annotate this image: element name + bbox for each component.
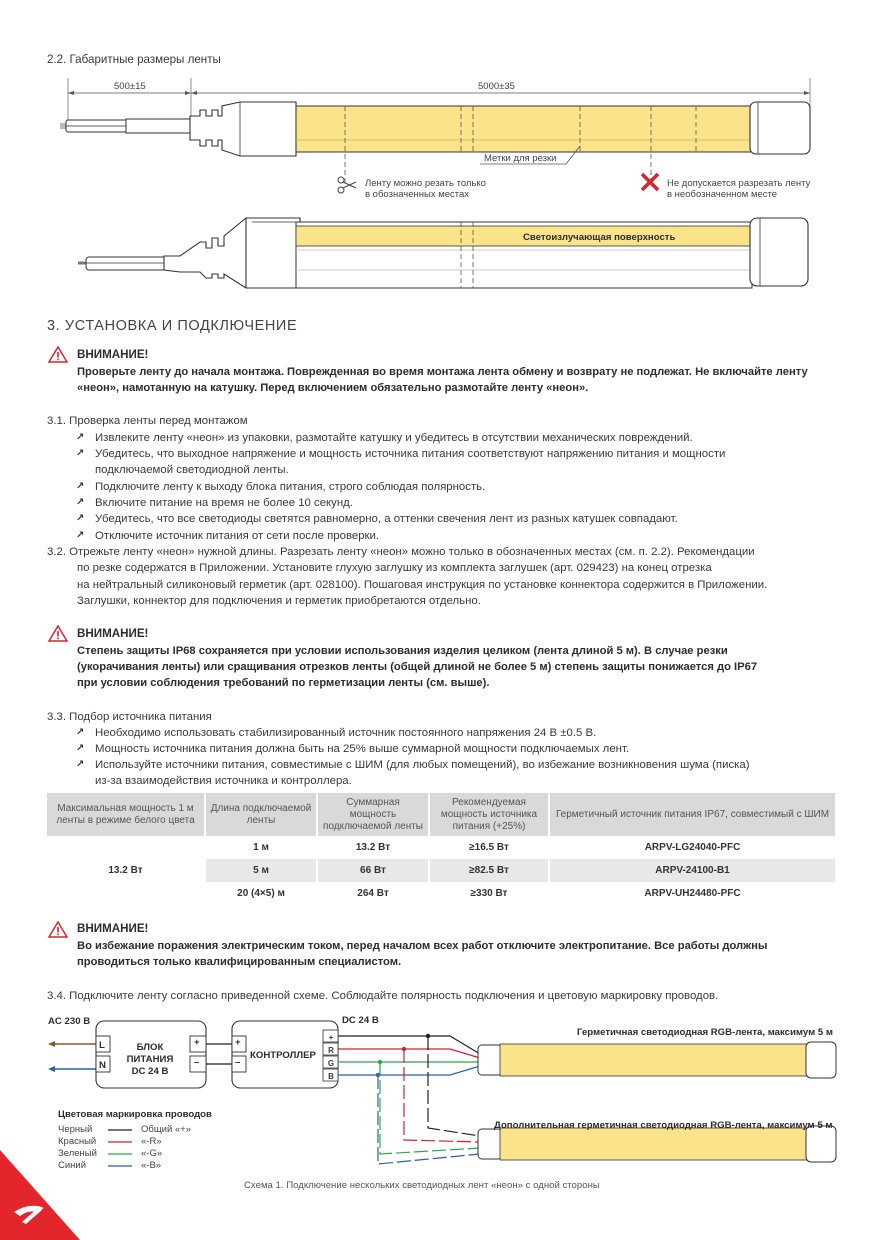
table-header: Максимальная мощность 1 м ленты в режиме белого цвета xyxy=(47,793,205,836)
table-cell: ARPV-LG24040-PFC xyxy=(549,836,836,859)
strip-2-label: Дополнительная герметичная светодиодная RGB-лента, максимум 5 м xyxy=(494,1120,833,1131)
warning-3-title: ВНИМАНИЕ! xyxy=(77,922,149,935)
section-2-2-title: 2.2. Габаритные размеры ленты xyxy=(47,53,221,66)
controller-pins: + R G B xyxy=(327,1033,335,1081)
legend-value-red: «-R» xyxy=(141,1136,162,1147)
ctrl-minus: – xyxy=(235,1057,241,1068)
section-3-2-line: Заглушки, коннектор для подключения и герметик приобретаются отдельно. xyxy=(77,595,481,607)
psu-N: N xyxy=(99,1060,106,1071)
power-supply-table xyxy=(47,793,837,905)
controller-label: КОНТРОЛЛЕР xyxy=(250,1050,316,1061)
warning-2-title: ВНИМАНИЕ! xyxy=(77,627,149,640)
table-header: Герметичный источник питания IP67, совместимый с ШИМ xyxy=(549,793,836,836)
list-item: ↗ Отключите источник питания от сети после проверки. xyxy=(76,530,380,542)
legend-item-green: Зеленый xyxy=(58,1148,97,1159)
table-header: Длина подключаемой ленты xyxy=(205,793,317,836)
section-3-title: 3. УСТАНОВКА И ПОДКЛЮЧЕНИЕ xyxy=(47,318,298,334)
table-cell: 66 Вт xyxy=(317,859,429,882)
scissors-icon xyxy=(338,177,356,193)
emitting-surface-label: Светоизлучающая поверхность xyxy=(523,232,676,243)
table-header: Рекомендуемая мощность источника питания (+25%) xyxy=(429,793,549,836)
list-item: ↗ Убедитесь, что выходное напряжение и мощность источника питания соответствуют напряжению питания и мощности xyxy=(76,448,726,460)
section-3-3-title: 3.3. Подбор источника питания xyxy=(47,711,212,723)
table-cell: ≥330 Вт xyxy=(429,882,549,905)
table-cell: 13.2 Вт xyxy=(317,836,429,859)
section-3-2-line: по резке содержатся в Приложении. Установите глухую заглушку из комплекта заглушек (арт. 029423) на конец отрезка xyxy=(77,562,712,574)
list-item: ↗ Используйте источники питания, совместимые с ШИМ (для любых помещений), во избежание возникновения шума (писка) xyxy=(76,759,750,771)
table-cell: 1 м xyxy=(205,836,317,859)
cut-marks-label: Метки для резки xyxy=(484,153,557,164)
legend-value-green: «-G» xyxy=(141,1148,163,1159)
section-3-1-title: 3.1. Проверка ленты перед монтажом xyxy=(47,415,248,427)
table-cell: ARPV-UH24480-PFC xyxy=(549,882,836,905)
dc-label: DC 24 В xyxy=(342,1015,379,1026)
legend-value-blue: «-B» xyxy=(141,1160,162,1171)
dimension-long: 5000±35 xyxy=(478,81,515,92)
dimension-short: 500±15 xyxy=(114,81,146,92)
section-3-2-line: 3.2. Отрежьте ленту «неон» нужной длины. Разрезать ленту «неон» можно только в обозначенных местах (см. п. 2.2). Рекомендации xyxy=(47,546,755,558)
table-row xyxy=(47,836,836,859)
warning-1-title: ВНИМАНИЕ! xyxy=(77,348,149,361)
list-item: ↗ Извлеките ленту «неон» из упаковки, размотайте катушку и убедитесь в отсутствии механических повреждений. xyxy=(76,432,693,444)
list-item-continuation: из-за взаимодействия источника и контроллера. xyxy=(95,775,352,787)
section-3-4-text: 3.4. Подключите ленту согласно приведенной схеме. Соблюдайте полярность подключения и цветовую маркировку проводов. xyxy=(47,990,719,1002)
list-item: ↗ Необходимо использовать стабилизированный источник постоянного напряжения 24 В ±0.5 В. xyxy=(76,727,597,739)
strip-1-label: Герметичная светодиодная RGB-лента, максимум 5 м xyxy=(577,1027,833,1038)
table-cell: 264 Вт xyxy=(317,882,429,905)
table-cell: ≥16.5 Вт xyxy=(429,836,549,859)
cut-forbidden-note: Не допускается разрезать ленту в необозначенном месте xyxy=(667,178,811,200)
brand-logo-icon xyxy=(0,1150,80,1240)
table-cell: 5 м xyxy=(205,859,317,882)
cut-allowed-note: Ленту можно резать только в обозначенных местах xyxy=(365,178,486,200)
ctrl-plus: + xyxy=(235,1037,241,1048)
psu-L: L xyxy=(99,1040,105,1051)
table-cell: 20 (4×5) м xyxy=(205,882,317,905)
list-item-continuation: подключаемой светодиодной ленты. xyxy=(95,464,289,476)
list-item: ↗ Включите питание на время не более 10 секунд. xyxy=(76,497,353,509)
section-3-2-line: на нейтральный силиконовый герметик (арт. 028100). Пошаговая инструкция по установке коннектора содержится в Приложении. xyxy=(77,579,768,591)
table-cell: ARPV-24100-B1 xyxy=(549,859,836,882)
warning-2-text: Степень защиты IP68 сохраняется при условии использования изделия целиком (лента длиной 5 м). В случае резки (укорачивания ленты) или сращивания отрезков ленты (общей длиной не более 5 м) степень защиты понижается до IP67 при условии соблюдения требований по герметизации ленты (см. выше). xyxy=(77,645,758,689)
psu-minus: – xyxy=(194,1057,200,1068)
table-cell: ≥82.5 Вт xyxy=(429,859,549,882)
ac-label: AC 230 В xyxy=(48,1016,91,1027)
scheme-caption: Схема 1. Подключение нескольких светодиодных лент «неон» с одной стороны xyxy=(244,1180,600,1191)
warning-1-text: Проверьте ленту до начала монтажа. Поврежденная во время монтажа лента обмену и возврату не подлежат. Не включайте ленту «неон», намотанную на катушку. Перед включением обязательно размотайте ленту «неон». xyxy=(77,366,808,394)
table-cell: 13.2 Вт xyxy=(47,836,205,905)
warning-icon xyxy=(48,625,68,642)
psu-label: БЛОК ПИТАНИЯ DC 24 В xyxy=(126,1042,174,1077)
warning-icon xyxy=(48,921,68,938)
legend-item-blue: Синий xyxy=(58,1160,87,1171)
table-header: Суммарная мощность подключаемой ленты xyxy=(317,793,429,836)
legend-value-black: Общий «+» xyxy=(141,1124,192,1135)
legend-title: Цветовая маркировка проводов xyxy=(58,1109,212,1120)
list-item: ↗ Убедитесь, что все светодиоды светятся равномерно, а оттенки свечения лент из разных катушек совпадают. xyxy=(76,513,678,525)
list-item: ↗ Мощность источника питания должна быть на 25% выше суммарной мощности подключаемых лент. xyxy=(76,743,630,755)
warning-icon xyxy=(48,346,68,363)
psu-plus: + xyxy=(194,1037,200,1048)
forbidden-cut-icon xyxy=(642,174,658,190)
warning-3-text: Во избежание поражения электрическим током, перед началом всех работ отключите электропитание. Все работы должны проводиться только квалифицированным специалистом. xyxy=(77,940,768,968)
legend-item-black: Черный xyxy=(58,1124,93,1135)
legend-item-red: Красный xyxy=(58,1136,97,1147)
list-item: ↗ Подключите ленту к выходу блока питания, строго соблюдая полярность. xyxy=(76,481,486,493)
